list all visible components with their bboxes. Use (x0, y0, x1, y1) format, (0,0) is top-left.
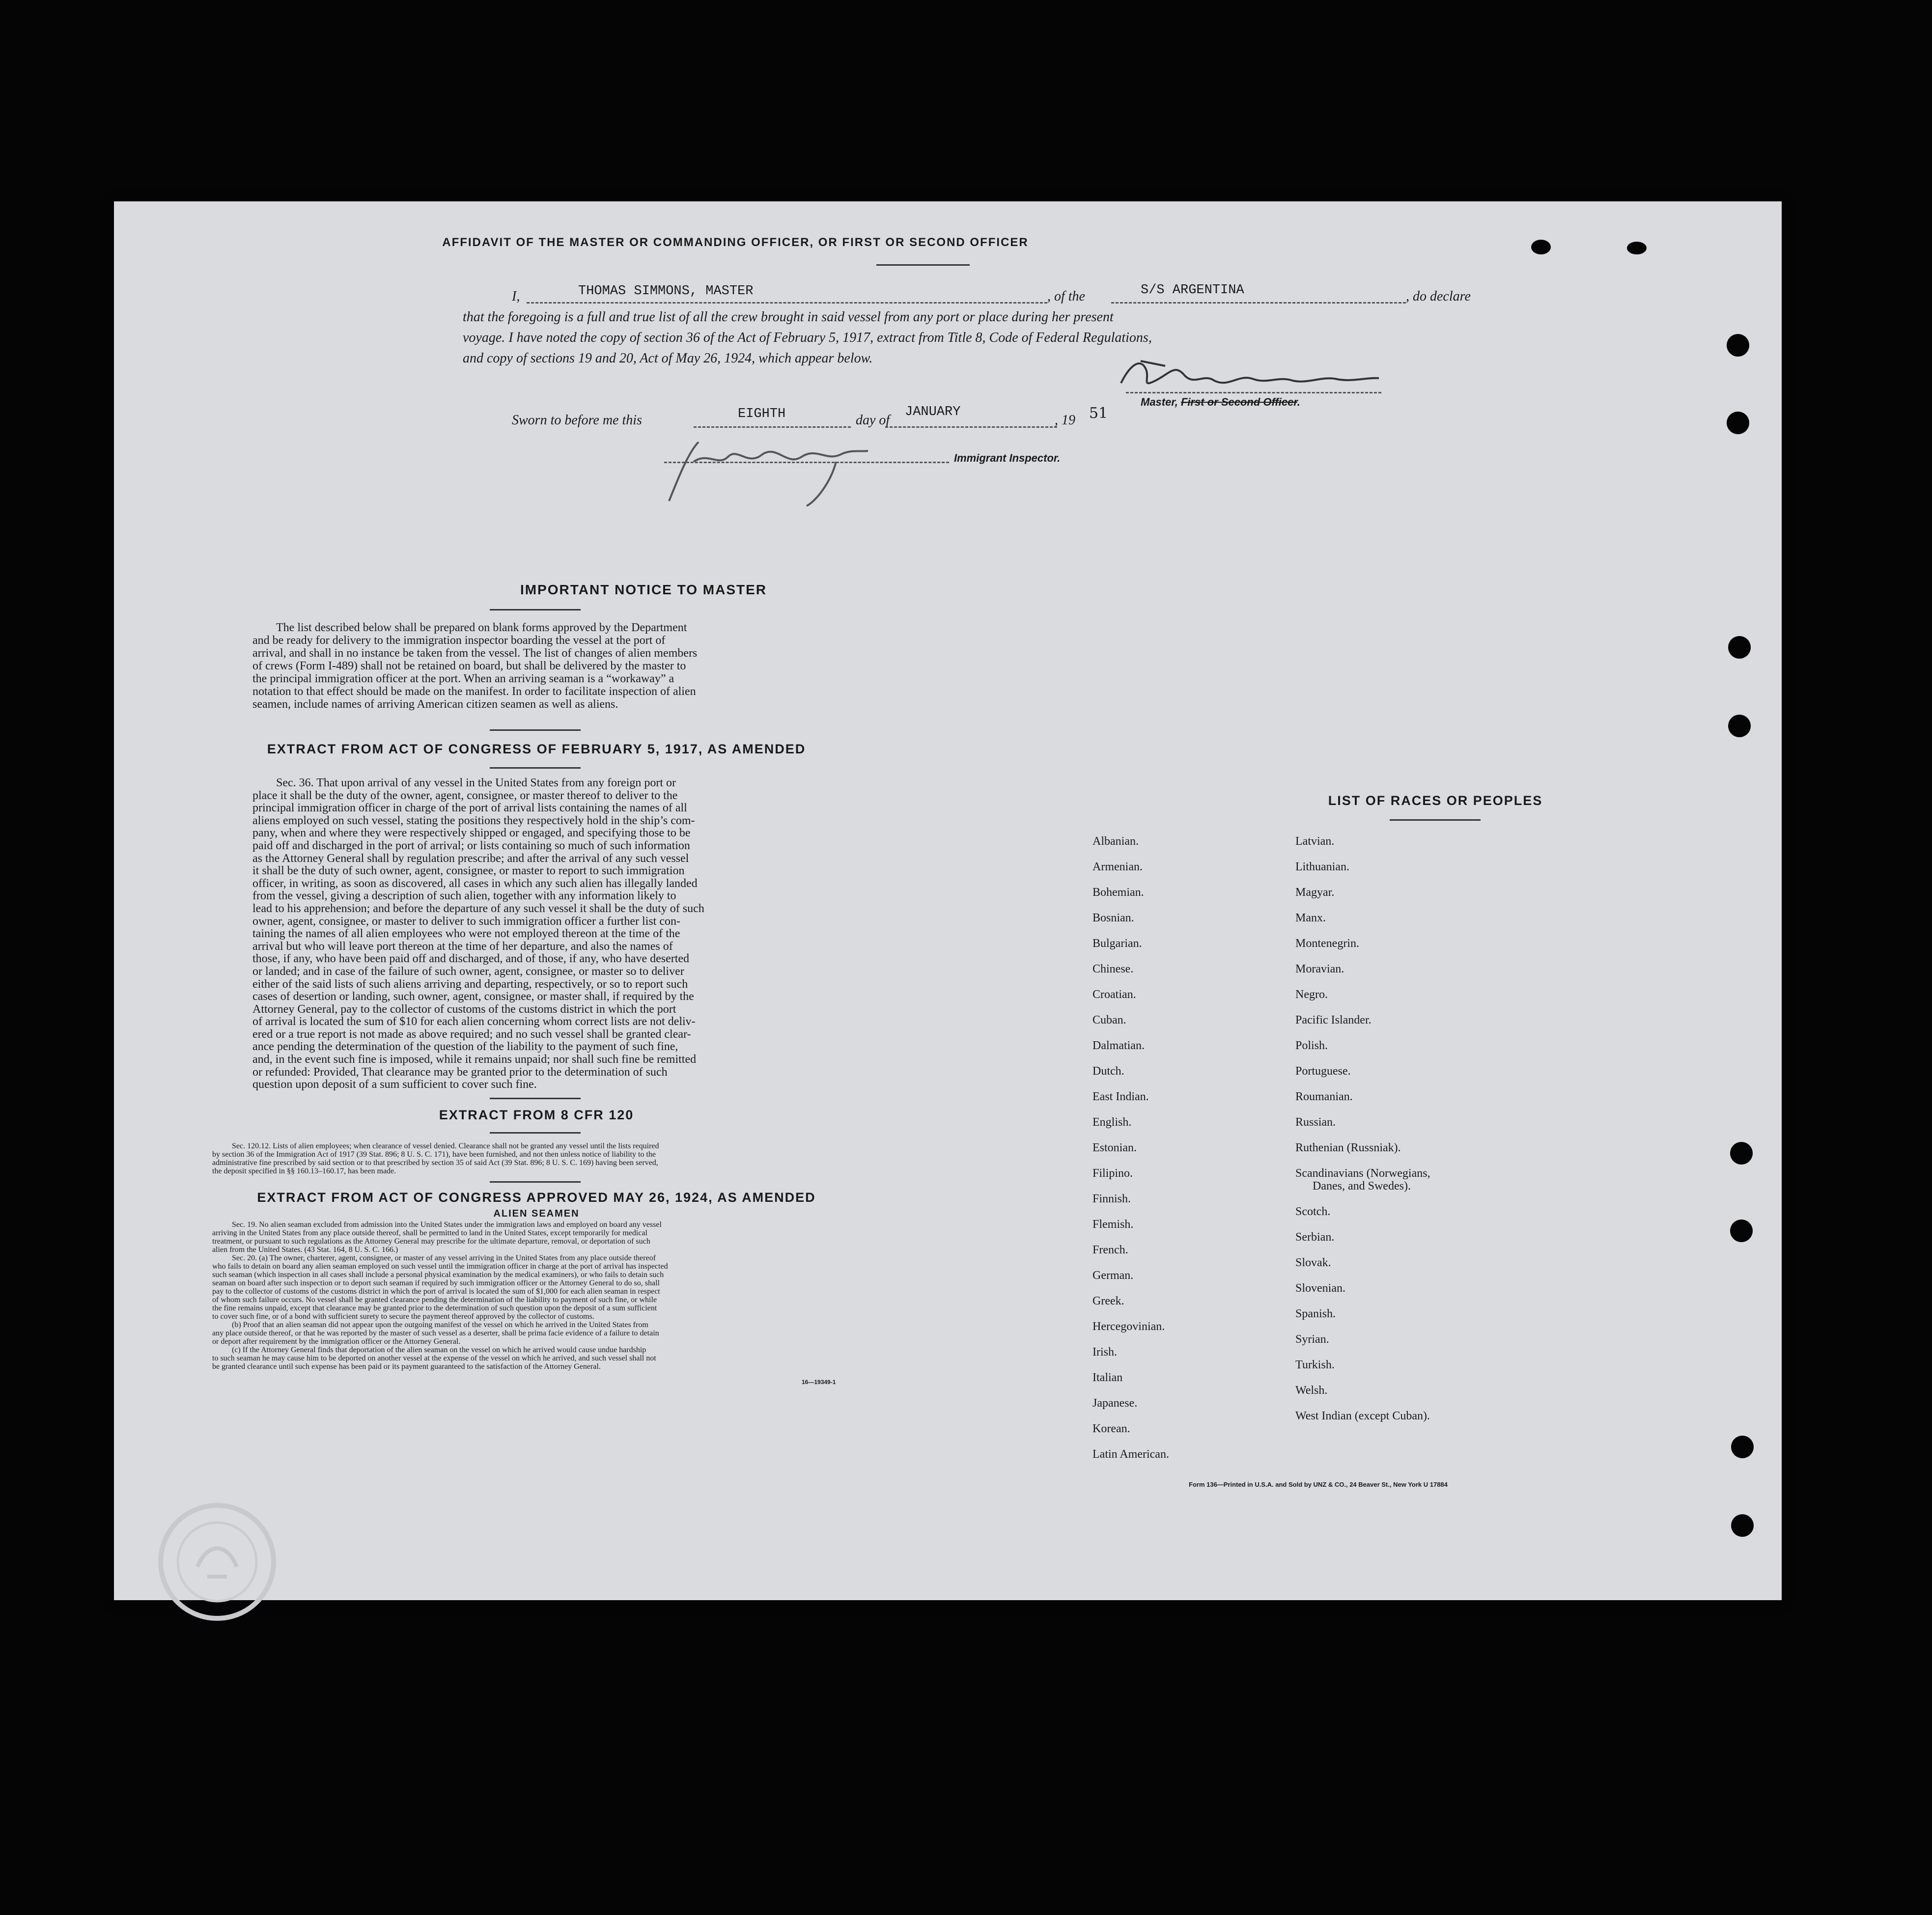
act-1917-line: ered or a true report is not made as above required; and no such vessel shall be granted clear- (252, 1028, 691, 1041)
sworn-label: Sworn to before me this (512, 413, 642, 428)
act-1924-line: who fails to detain on board any alien seaman employed on such vessel until the immigration officer in charge at the port of arrival has inspected (212, 1262, 668, 1271)
notice-rule (490, 609, 581, 611)
act-1917-line: taining the names of all alien employees who were not employed thereon at the time of the (252, 928, 680, 941)
cfr-line: the deposit specified in §§ 160.13–160.17, has been made. (212, 1167, 396, 1175)
notice-line: notation to that effect should be made on the manifest. In order to facilitate inspection of alien (252, 685, 696, 698)
binder-hole (1728, 636, 1751, 659)
act-1924-line: (b) Proof that an alien seaman did not appear upon the outgoing manifest of the vessel on which he arrived in the United States from (232, 1321, 648, 1329)
form-number: 16—19349-1 (802, 1379, 836, 1386)
printer-footer: Form 136—Printed in U.S.A. and Sold by UNZ & CO., 24 Beaver St., New York U 17884 (1189, 1481, 1448, 1488)
notice-title: IMPORTANT NOTICE TO MASTER (520, 582, 767, 597)
race-item: English. (1092, 1116, 1132, 1129)
act-1917-line: either of the said lists of such aliens arriving and departing, respectively, or so to report such (252, 978, 688, 991)
act-1917-line: arrival but who will leave port thereon at the time of her departure, and also the names of (252, 940, 673, 953)
race-item: Greek. (1092, 1295, 1124, 1307)
master-signature (1111, 354, 1386, 398)
race-item: Chinese. (1092, 963, 1134, 975)
race-item: Russian. (1295, 1116, 1336, 1129)
binder-hole (1728, 715, 1751, 737)
act-1924-line: alien from the United States. (43 Stat. 164, 8 U. S. C. 166.) (212, 1246, 398, 1254)
race-item: Pacific Islander. (1295, 1014, 1372, 1027)
race-item: French. (1092, 1244, 1128, 1256)
race-item: Croatian. (1092, 988, 1136, 1001)
binder-hole (1731, 1514, 1754, 1537)
master-caption (1141, 396, 1300, 409)
master-caption-a: Master, (1141, 396, 1181, 408)
day-of-label: day of (856, 413, 890, 428)
race-item: Flemish. (1092, 1218, 1134, 1231)
race-scandinavians-cont: Danes, and Swedes). (1313, 1180, 1411, 1193)
act-1917-line: aliens employed on such vessel, stating the positions they respectively hold in the ship’s com- (252, 814, 695, 827)
affidavit-line-2: that the foregoing is a full and true list of all the crew brought in said vessel from any port or place during her present (463, 309, 1114, 325)
cfr-end-rule (490, 1181, 581, 1183)
race-item: Portuguese. (1295, 1065, 1351, 1078)
notice-line: The list described below shall be prepared on blank forms approved by the Department (276, 621, 687, 634)
act-1917-body (252, 777, 811, 1091)
act-1924-line: such seaman (which inspection in all cases shall include a personal physical examination by the medical examiners), or who fails to detain such (212, 1271, 664, 1279)
name-blank (527, 302, 1047, 304)
race-item: Finnish. (1092, 1193, 1131, 1205)
binder-hole (1727, 412, 1749, 434)
notice-line: and be ready for delivery to the immigration inspector boarding the vessel at the port of (252, 634, 666, 647)
act-1917-line: pany, when and where they were respectively shipped or engaged, and specifying those to be (252, 827, 691, 840)
year-prefix: , 19 (1055, 413, 1075, 428)
race-item: Welsh. (1295, 1384, 1328, 1397)
act-1917-line: from the vessel, giving a description of such alien, together with any information likely to (252, 890, 676, 903)
document-page (114, 201, 1782, 1600)
master-caption-b: . (1297, 396, 1300, 408)
race-item: Armenian. (1092, 860, 1143, 873)
master-caption-struck: First or Second Officer (1180, 396, 1297, 408)
race-item: East Indian. (1092, 1090, 1149, 1103)
race-item: Spanish. (1295, 1307, 1336, 1320)
act-1924-line: the fine remains unpaid, except that clearance may be granted prior to the determination of such question upon the deposit of a sum sufficient (212, 1304, 657, 1312)
act-1924-subtitle: ALIEN SEAMEN (493, 1208, 580, 1219)
of-the-label: , of the (1047, 289, 1085, 304)
act-1924-line: be granted clearance until such expense has been paid or its payment guaranteed to the satisfaction of the Attorney General. (212, 1362, 601, 1371)
race-item: Polish. (1295, 1039, 1328, 1052)
race-item: Estonian. (1092, 1141, 1137, 1154)
race-item: Hercegovinian. (1092, 1320, 1165, 1333)
act-1924-line: arriving in the United States from any place outside thereof, shall be permitted to land in the United States, except temporarily for medical (212, 1229, 647, 1237)
race-item: Latvian. (1295, 835, 1335, 848)
act-1924-line: or deport after requirement by the immigration officer or the Attorney General. (212, 1337, 461, 1346)
cfr-line: Sec. 120.12. Lists of alien employees; when clearance of vessel denied. Clearance shall not be granted any vessel until the lists required (232, 1142, 659, 1150)
binder-hole (1727, 334, 1749, 357)
races-rule (1390, 819, 1481, 821)
act-1924-line: treatment, or pursuant to such regulations as the Attorney General may prescribe for the ultimate departure, removal, or deportation of such (212, 1237, 650, 1246)
act-1917-line: or refunded: Provided, That clearance may be granted prior to the determination of such (252, 1066, 668, 1079)
punch-mark (1531, 240, 1551, 254)
act-1917-rule (490, 767, 581, 769)
race-item: Roumanian. (1295, 1090, 1353, 1103)
act-1917-line: officer, in writing, as soon as discovered, all cases in which any such alien has illegally landed (252, 877, 698, 890)
notice-body (252, 621, 811, 711)
cfr-rule (490, 1132, 581, 1134)
act-1924-line: of whom such failure occurs. No vessel shall be granted clearance pending the determination of the liability to payment of such fine, or while (212, 1296, 657, 1304)
race-item: Dutch. (1092, 1065, 1124, 1078)
race-item: Scandinavians (Norwegians, (1295, 1167, 1430, 1180)
act-1924-line: pay to the collector of customs of the customs district in which the port of arrival is located the sum of $1,000 for each alien seaman in respect (212, 1287, 660, 1296)
title-underline (876, 264, 970, 266)
sworn-month: JANUARY (905, 405, 961, 419)
race-item: Moravian. (1295, 963, 1344, 975)
race-item: Bulgarian. (1092, 937, 1142, 950)
act-1917-line: as the Attorney General shall by regulation prescribe; and after the arrival of any such vessel (252, 852, 689, 865)
affidavit-title: AFFIDAVIT OF THE MASTER OR COMMANDING OFFICER, OR FIRST OR SECOND OFFICER (442, 236, 1029, 249)
notice-line: of crews (Form I-489) shall not be retained on board, but shall be delivered by the master to (252, 660, 686, 672)
race-item: Ruthenian (Russniak). (1295, 1141, 1401, 1154)
act-1917-line: Attorney General, pay to the collector of customs of the customs district in which the port (252, 1003, 676, 1016)
vessel-name: S/S ARGENTINA (1141, 283, 1244, 298)
inspector-signature-line (664, 462, 949, 463)
notice-line: seamen, include names of arriving American citizen seamen as well as aliens. (252, 698, 618, 711)
master-name: THOMAS SIMMONS, MASTER (578, 284, 754, 299)
act-1924-line: Sec. 19. No alien seaman excluded from admission into the United States under the immigration laws and employed on board any vessel (232, 1221, 662, 1229)
cfr-line: by section 36 of the Immigration Act of 1917 (39 Stat. 896; 8 U. S. C. 171), have been furnished, and not then unless notice of liability to the (212, 1150, 656, 1159)
notice-end-rule (490, 729, 581, 731)
act-1917-line: question upon deposit of a sum sufficient to cover such fine. (252, 1079, 537, 1091)
month-blank (885, 426, 1057, 428)
race-item: Lithuanian. (1295, 860, 1349, 873)
act-1924-body (212, 1221, 866, 1371)
act-1917-line: it shall be the duty of such owner, agent, consignee, or master to report to such immigration (252, 865, 685, 878)
embossed-seal (153, 1498, 281, 1626)
act-1917-line: place it shall be the duty of the owner, agent, consignee, or master thereof to deliver to the (252, 789, 678, 802)
binder-hole (1730, 1220, 1753, 1242)
act-1917-line: cases of desertion or landing, such owner, agent, consignee, or master shall, if required by the (252, 991, 694, 1003)
act-1924-line: to such seaman he may cause him to be deported on another vessel at the expense of the vessel on which he arrived, and such vessel shall not (212, 1354, 656, 1362)
race-item: Slovak. (1295, 1256, 1331, 1269)
vessel-blank (1111, 302, 1406, 304)
race-item: Albanian. (1092, 835, 1139, 848)
race-item: West Indian (except Cuban). (1295, 1410, 1430, 1422)
race-item: Serbian. (1295, 1231, 1335, 1244)
race-item: Bosnian. (1092, 912, 1134, 924)
race-item: Scotch. (1295, 1205, 1331, 1218)
races-title: LIST OF RACES OR PEOPLES (1328, 793, 1543, 808)
act-1917-line: principal immigration officer in charge of the port of arrival lists containing the names of all (252, 802, 687, 815)
race-item: Irish. (1092, 1346, 1117, 1359)
act-1917-end-rule (490, 1098, 581, 1099)
binder-hole (1731, 1436, 1754, 1458)
affidavit-i-label: I, (512, 289, 520, 304)
year-suffix: 51 (1089, 405, 1108, 422)
race-item: German. (1092, 1269, 1134, 1282)
master-signature-line (1126, 392, 1381, 393)
affidavit-line-3: voyage. I have noted the copy of section 36 of the Act of February 5, 1917, extract from Title 8, Code of Federal Regulations, (463, 330, 1152, 345)
act-1917-line: or landed; and in case of the failure of such owner, agent, consignee, or master so to deliver (252, 965, 684, 978)
race-item: Dalmatian. (1092, 1039, 1145, 1052)
inspector-signature (649, 432, 880, 511)
race-item: Slovenian. (1295, 1282, 1345, 1295)
act-1917-line: of arrival is located the sum of $10 for each alien concerning whom correct lists are not deliv- (252, 1016, 696, 1028)
cfr-title: EXTRACT FROM 8 CFR 120 (439, 1108, 634, 1122)
race-item: Korean. (1092, 1422, 1130, 1435)
race-item: Montenegrin. (1295, 937, 1359, 950)
binder-hole (1730, 1142, 1753, 1165)
cfr-line: administrative fine prescribed by said section or to that prescribed by section 35 of said Act (39 Stat. 896; 8 U. S. C. 169) having been served, (212, 1159, 658, 1167)
race-item: Latin American. (1092, 1448, 1169, 1461)
act-1917-line: lead to his apprehension; and before the departure of any such vessel it shall be the duty of such (252, 902, 704, 915)
race-item: Turkish. (1295, 1359, 1335, 1371)
act-1917-line: and, in the event such fine is imposed, while it remains unpaid; nor shall such fine be remitted (252, 1054, 697, 1066)
act-1924-line: Sec. 20. (a) The owner, charterer, agent, consignee, or master of any vessel arriving in the United States from any place outside thereof (232, 1254, 656, 1262)
act-1924-title: EXTRACT FROM ACT OF CONGRESS APPROVED MAY 26, 1924, AS AMENDED (257, 1190, 816, 1205)
act-1924-line: to cover such fine, or of a bond with sufficient surety to secure the payment thereof approved by the collector of customs. (212, 1312, 594, 1321)
race-item: Cuban. (1092, 1014, 1126, 1027)
day-blank (694, 426, 851, 428)
punch-mark (1627, 242, 1647, 254)
act-1917-line: those, if any, who have been paid off and discharged, and of those, if any, who have deserted (252, 953, 690, 966)
race-item: Manx. (1295, 912, 1326, 924)
race-item: Filipino. (1092, 1167, 1133, 1180)
race-item: Italian (1092, 1371, 1123, 1384)
act-1917-title: EXTRACT FROM ACT OF CONGRESS OF FEBRUARY 5, 1917, AS AMENDED (267, 742, 806, 756)
act-1917-line: Sec. 36. That upon arrival of any vessel in the United States from any foreign port or (276, 777, 676, 789)
act-1917-line: paid off and discharged in the port of arrival; or lists containing so much of such information (252, 839, 690, 852)
race-item: Bohemian. (1092, 886, 1144, 899)
affidavit-line-4: and copy of sections 19 and 20, Act of May 26, 1924, which appear below. (463, 351, 873, 366)
inspector-caption: Immigrant Inspector. (954, 452, 1061, 464)
race-item: Japanese. (1092, 1397, 1138, 1410)
race-item: Syrian. (1295, 1333, 1329, 1346)
race-item: Negro. (1295, 988, 1328, 1001)
cfr-body (212, 1142, 866, 1175)
act-1917-line: ance pending the determination of the question of the liability to the payment of such fine, (252, 1041, 678, 1054)
act-1924-line: (c) If the Attorney General finds that deportation of the alien seaman on the vessel on which he arrived would cause undue hardship (232, 1346, 646, 1354)
act-1917-line: owner, agent, consignee, or master to deliver to such immigration officer a further list con- (252, 915, 680, 928)
race-item: Magyar. (1295, 886, 1335, 899)
notice-line: the principal immigration officer at the port. When an arriving seaman is a “workaway” a (252, 672, 674, 685)
act-1924-line: seaman on board after such inspection or to deport such seaman if required by such immigration officer or the Attorney General to do so, shall (212, 1279, 660, 1287)
notice-line: arrival, and shall in no instance be taken from the vessel. The list of changes of alien members (252, 647, 698, 660)
act-1924-line: any place outside thereof, or that he was reported by the master of such vessel as a deserter, shall be prima facie evidence of a failure to detain (212, 1329, 659, 1337)
do-declare-label: , do declare (1406, 289, 1471, 304)
sworn-day: EIGHTH (738, 407, 786, 421)
